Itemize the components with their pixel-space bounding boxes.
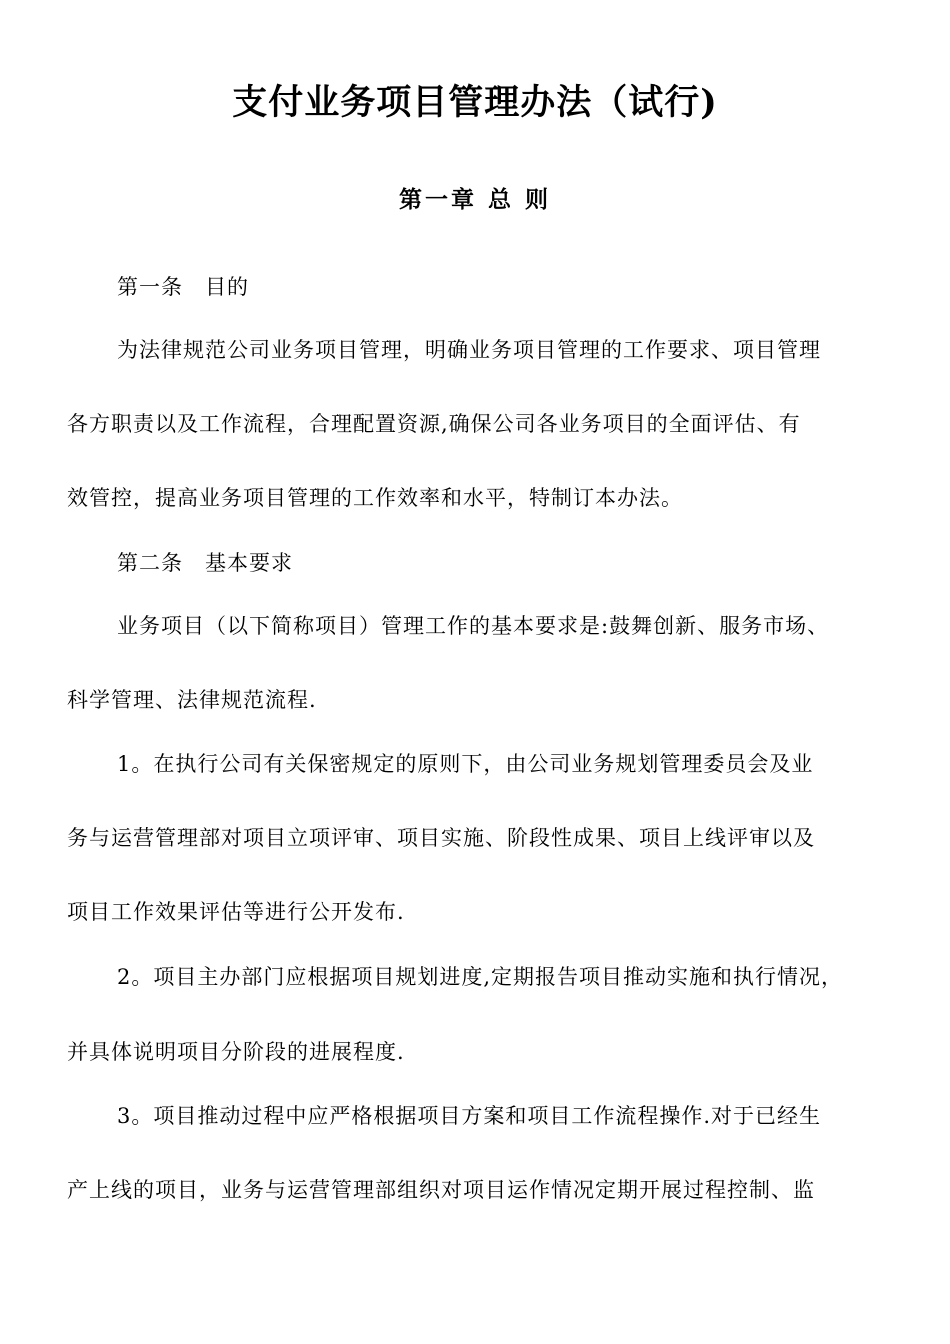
paragraph-line: 各方职责以及工作流程，合理配置资源,确保公司各业务项目的全面评估、有 (67, 412, 801, 436)
document-title: 支付业务项目管理办法（试行) (232, 82, 718, 123)
paragraph-line: 并具体说明项目分阶段的进展程度. (67, 1040, 405, 1064)
paragraph-line: 为法律规范公司业务项目管理，明确业务项目管理的工作要求、项目管理 (117, 338, 821, 362)
paragraph-line: 项目工作效果评估等进行公开发布. (67, 900, 405, 924)
paragraph-line: 科学管理、法律规范流程. (67, 688, 317, 712)
paragraph-line: 业务项目（以下简称项目）管理工作的基本要求是:鼓舞创新、服务市场、 (117, 614, 830, 638)
paragraph-line: 3。项目推动过程中应严格根据项目方案和项目工作流程操作.对于已经生 (117, 1104, 822, 1128)
paragraph-line: 2。项目主办部门应根据项目规划进度,定期报告项目推动实施和执行情况， (117, 965, 844, 989)
paragraph-line: 1。在执行公司有关保密规定的原则下，由公司业务规划管理委员会及业 (117, 752, 814, 776)
paragraph-line: 产上线的项目，业务与运营管理部组织对项目运作情况定期开展过程控制、监 (67, 1178, 815, 1202)
paragraph-line: 效管控，提高业务项目管理的工作效率和水平，特制订本办法。 (67, 486, 683, 510)
chapter-heading: 第一章 总 则 (398, 186, 551, 213)
article-1-heading: 第一条 目的 (117, 275, 249, 299)
paragraph-line: 务与运营管理部对项目立项评审、项目实施、阶段性成果、项目上线评审以及 (67, 826, 815, 850)
article-2-heading: 第二条 基本要求 (117, 551, 293, 575)
